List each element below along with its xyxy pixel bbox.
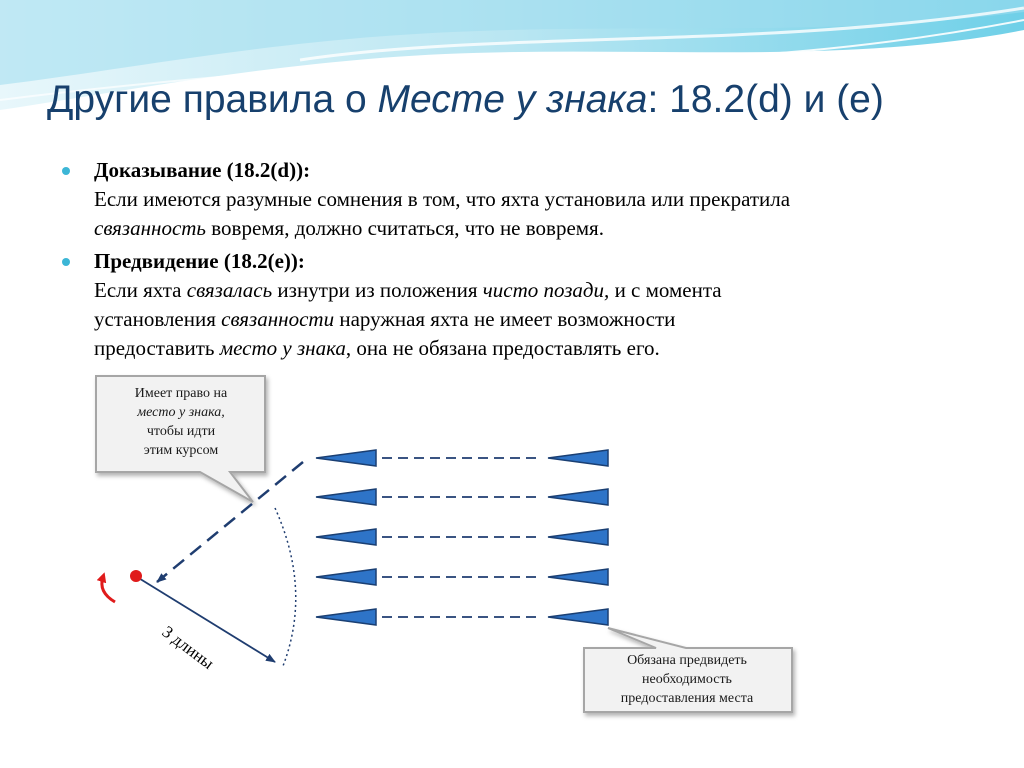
bullet-text-line: связанность вовремя, должно считаться, что не вовремя.: [94, 216, 604, 240]
rounding-arrow-icon: [102, 577, 115, 602]
boat-row: [316, 489, 608, 505]
bullet-text-line: предоставить место у знака, она не обязана предоставлять его.: [94, 336, 660, 360]
boat-icon: [548, 450, 608, 466]
boat-icon: [548, 569, 608, 585]
boat-icon: [548, 529, 608, 545]
boat-icon: [316, 609, 376, 625]
boat-icon: [316, 569, 376, 585]
boat-icon: [316, 450, 376, 466]
boat-row: [316, 609, 608, 625]
bullet-text-line: Если яхта связалась изнутри из положения чисто позади, и с момента: [94, 278, 722, 302]
bullet-heading: Предвидение (18.2(е)):: [94, 249, 305, 273]
callout-right-text: Обязана предвидеть необходимость предоставления места: [620, 653, 754, 706]
page-title: Другие правила о Месте у знака: 18.2(d) и (е): [47, 78, 884, 121]
zone-arc: [275, 508, 296, 666]
bullet-text-line: Если имеются разумные сомнения в том, что яхта установила или прекратила: [94, 187, 791, 211]
boat-row: [316, 529, 608, 545]
boat-row: [316, 569, 608, 585]
bullet-text-line: установления связанности наружная яхта не имеет возможности: [94, 307, 676, 331]
boat-row: [316, 450, 608, 466]
mark-icon: [130, 570, 142, 582]
boat-icon: [316, 489, 376, 505]
boat-icon: [548, 489, 608, 505]
boat-icon: [316, 529, 376, 545]
boat-icon: [548, 609, 608, 625]
callout-left-text: Имеет право на место у знака, чтобы идти этим курсом: [134, 386, 228, 458]
length-label: 3 длины: [158, 622, 218, 673]
bullet-heading: Доказывание (18.2(d)):: [94, 158, 311, 182]
